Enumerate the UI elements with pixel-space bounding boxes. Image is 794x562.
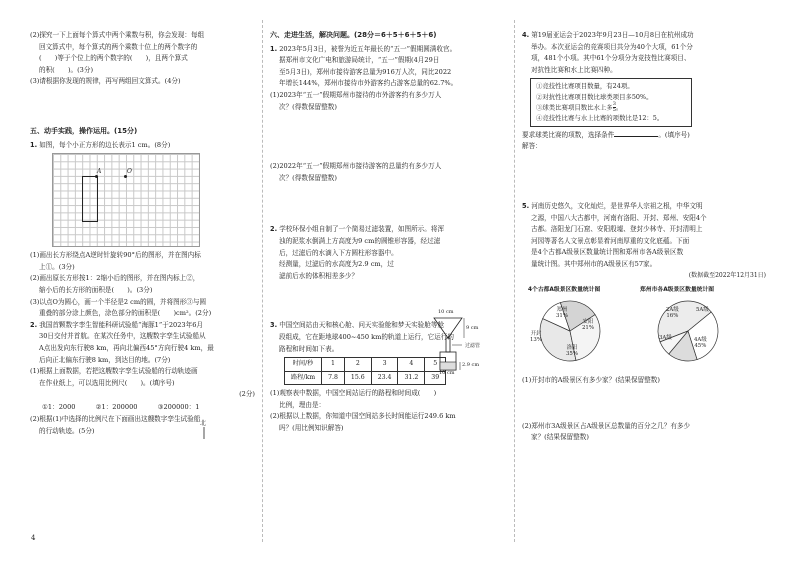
question-number: 1. [270,44,278,53]
pie-svg [522,293,766,377]
slice-label: 2A级 [666,307,679,314]
filter-figure [432,309,512,376]
slice-label: 安阳 [582,319,594,326]
slice-pct: 13% [530,337,542,344]
text-line: 段组成，它在距地球400~450 km的轨道上运行，它运行的 [279,332,454,341]
option[interactable]: ①1：2000 [42,402,76,411]
question-number: 3. [270,321,278,330]
pie1-label-kaifeng [530,331,542,343]
pie1-title: 4个古都A级景区数量统计图 [528,287,601,294]
dimension-label: 9 cm [466,325,479,331]
dimension-label: 2.9 cm [462,362,480,368]
text-line: 对抗性比赛和水上比赛四种。 [531,65,617,74]
ratio-options [42,402,255,413]
pie2-title: 郑州市各A级景区数量统计图 [640,287,715,294]
table-cell: 3 [371,358,398,372]
question-text: 如图，每个小正方形的边长表示1 cm。(8分) [39,140,171,149]
text-line: 要求球类比赛的项数，选择条件 [522,130,615,139]
condition-item: ②对抗性比赛项目数比球类项目多50%。 [536,92,653,101]
question-number: 4. [522,31,530,39]
answer-label: 解答： [522,142,542,151]
text-line: (2)探究一下上面每个算式中两个乘数与积，你会发现：每组 [30,31,205,39]
section-title: 五、动手实践，操作运用。(15分) [30,126,138,135]
slice-pct: 45% [694,343,707,350]
text-line: 。(填序号) [658,130,690,139]
text-line: (1)根据上面数据，若把这艘数字孪生试验船的行动轨迹画 [30,367,198,376]
question-number: 1. [30,140,38,149]
slice-label: 3A级 [659,335,672,342]
slice-label: 4A级 [694,337,707,344]
text-line: 次？(得数保留整数) [279,102,337,111]
table-cell: 时间/秒 [285,358,322,372]
column-divider [514,20,515,542]
text-line: 的行动轨迹。(5分) [39,427,95,436]
pie1-label-luoyang [566,345,578,357]
question-number: 5. [522,202,530,211]
column-divider [262,20,263,542]
slice-label: 洛阳 [566,345,578,352]
pie-charts [522,285,766,375]
pie2-label-4a [694,337,707,349]
text-line: 是4个古都A级景区数量统计图和郑州市各A级景区数 [531,248,684,257]
table-cell: 1 [322,358,345,372]
text-line: (3)以点O为圆心，画一个半径是2 cm的圆，并将图形③与圆 [30,297,207,306]
table-cell: 4 [398,358,425,372]
text-line: 在作业纸上，可以选用比例尺( )。(填序号) [39,378,175,387]
text-line: 古都。洛阳龙门石窟、安阳殷墟、登封少林寺、开封清明上 [531,225,703,234]
pie2-label-2a [666,307,679,319]
text-line: 30日交付并首航。在某次任务中，这艘数字孪生试验船从 [39,332,206,341]
slice-label: 郑州 [556,307,568,314]
text-line: (2)2022年“五一”假期郑州市接待游客的总量约有多少万人 [270,162,442,171]
date-note: (数据截至2022年12月31日) [688,271,766,279]
text-line: 滤前后水的体积相差多少？ [279,271,359,280]
text-line: 年增长144%，郑州市接待市外游客约占游客总量的62.7%。 [279,79,458,88]
slice-pct: 21% [582,325,594,332]
point-a-label: A [97,168,102,176]
text-line: (2)根据以上数据，你知道中国空间站多长时间能运行249.6 km [270,412,456,421]
dimension-label: 10 cm [438,309,454,315]
question-text: 学校环保小组自制了一个简易过滤装置，如图所示。将浑 [279,225,445,234]
text-line: (2)画出原长方形按1：2缩小后的图形，并在图内标上②， [30,274,200,283]
option[interactable]: ②1：200000 [95,402,138,411]
condition-item: ③球类比赛项目数比水上多 [536,103,613,112]
orbit-table [284,357,446,385]
table-cell: 39 [425,371,446,385]
north-label: 北 [200,420,207,427]
text-line: 重叠的部分涂上颜色，涂色部分的面积是( )cm²。(2分) [39,309,212,318]
text-line: 河园等著名人文景点彰显着河南厚重的文化底蕴。下面 [531,236,690,245]
text-line: 至5月3日)，郑州市接待游客总量为916万人次，同比2022 [279,67,452,76]
text-line: 上①。(3分) [39,262,75,271]
slice-label: 开封 [530,331,542,338]
fraction-numerator: 3 [612,101,616,108]
text-line: 之源，中国八大古都中，河南有洛阳、开封、郑州、安阳4个 [531,213,707,222]
point-o-label: O [127,168,132,176]
text-line: 缩小后的长方形的面积是( )。(3分) [39,285,153,294]
fraction-denominator: 5 [612,107,616,114]
fraction [613,102,616,113]
text-line: (2)根据(1)中选择的比例尺在下面画出这艘数字孪生试验船 [30,415,201,424]
text-line: (1)开封市的A级景区有多少家？(结果保留整数) [522,376,660,385]
text-line: (2)郑州市3A级景区占A级景区总数量的百分之几？有多少 [522,421,691,430]
table-cell: 2 [344,358,371,372]
table-row [285,358,446,372]
table-cell: 5 [425,358,446,372]
question-text: 我国首颗数字孪生智能科研试验船“海豚1”于2023年6月 [39,320,203,329]
filter-tube-label: 过滤管 [465,343,481,349]
question-text: 中国空间站由天和核心舱、问天实验舱和梦天实验舱等舱 [279,321,445,330]
question-text: 河南历史悠久，文化灿烂，是世界华人宗祖之根，中华文明 [531,202,703,211]
question-number: 2. [30,320,38,329]
question-number: 2. [270,225,278,234]
square-grid [52,153,200,247]
text-line: 的积( )。(3分) [39,65,94,74]
text-line: 家？(结果保留整数) [531,433,589,442]
text-line: 回文算式中，每个算式的两个乘数十位上的两个数字的 [39,42,198,51]
text-line: (3)请根据你发现的规律，再写两组回文算式。(4分) [30,77,181,86]
text-line: 据郑州市文化广电和旅游局统计，“五一”假期(4月29日 [279,56,440,65]
text-line: 浊的泥浆水倒满上方高度为9 cm的圆锥形容器，经过滤 [279,236,441,245]
text-line: A点出发向东行驶8 km，再向北偏西45°方向行驶4 km，最 [39,343,214,352]
text-line: 后向正北偏东行驶8 km，到达目的地。(7分) [39,355,171,364]
slice-pct: 16% [666,313,679,320]
page-number: 4 [31,534,36,542]
table-row [285,371,446,385]
text-line: 吗？(用比例知识解答) [279,424,344,433]
question-text: 2023年5月3日，被誉为近五年最长的“五一”假期圆满收官。 [279,44,457,53]
slice-label: 5A级 [696,307,709,314]
question-text: 第19届亚运会于2023年9月23日—10月8日在杭州成功 [531,31,694,39]
pie2-label-3a [659,335,672,341]
slice-pct: 31% [556,313,568,320]
text-line: 经测量，过滤后的水高度为2.9 cm，过 [279,260,394,269]
north-arrow [200,418,207,439]
rectangle-shape [82,176,98,222]
pie1-label-anyang [582,319,594,331]
text-line: ( )等于个位上的两个数字的( )，且两个算式 [39,54,188,63]
table-cell: 7.8 [322,371,345,385]
text-line: 量统计图。其中郑州市的A级景区有57家。 [531,260,657,269]
text-line: (2分) [239,390,255,399]
pie2-label-5a [696,307,709,313]
text-line: 比例，理由是： [279,400,326,409]
text-line: 举办。本次亚运会的竞赛项目共分为40个大项，61个分 [531,42,693,51]
table-cell: 15.6 [344,371,371,385]
text-line: 后，过滤后的水滴入下方圆柱形容器中。 [279,248,398,257]
table-cell: 31.2 [398,371,425,385]
text-line: 路程和时间如下表。 [279,344,339,353]
text-line: 项，481个小项。其中61个分项分为竞技性比赛项目、 [531,54,691,63]
answer-blank[interactable] [614,136,658,137]
conditions-box: ①竞技性比赛项目数量，有24项。 ②对抗性比赛项目数比球类项目多50%。 ③球类比赛项目数比水上多 $\frac{3}{5}$ 。 ④竞技性比赛与水上比赛的项数比是12：5。 [530,78,692,127]
text-line: (1)观察表中数据，中国空间站运行的路程和时间成( ) [270,389,437,398]
table-cell: 路程/km [285,371,322,385]
column-left [30,30,255,438]
dimension-label: 10 cm [439,370,455,376]
option[interactable]: ③200000：1 [157,402,200,411]
north-arrow-icon [201,427,207,439]
pie1-label-zhengzhou [556,307,568,319]
condition-item: ④竞技性比赛与水上比赛的项数比是12：5。 [536,114,664,123]
condition-item: ①竞技性比赛项目数量，有24项。 [536,82,634,91]
text-line: (1)画出长方形绕点A逆时针旋转90°后的图形，并在图内标 [30,251,201,260]
section-title: 六、走进生活，解决问题。(28分＝6＋5＋6＋5＋6) [270,31,437,39]
text-line: 次？(得数保留整数) [279,173,337,182]
column-right [522,30,766,444]
table-cell: 23.4 [371,371,398,385]
slice-pct: 35% [566,351,578,358]
text-line: (1)2023年“五一”假期郑州市接待的市外游客约有多少万人 [270,90,442,99]
